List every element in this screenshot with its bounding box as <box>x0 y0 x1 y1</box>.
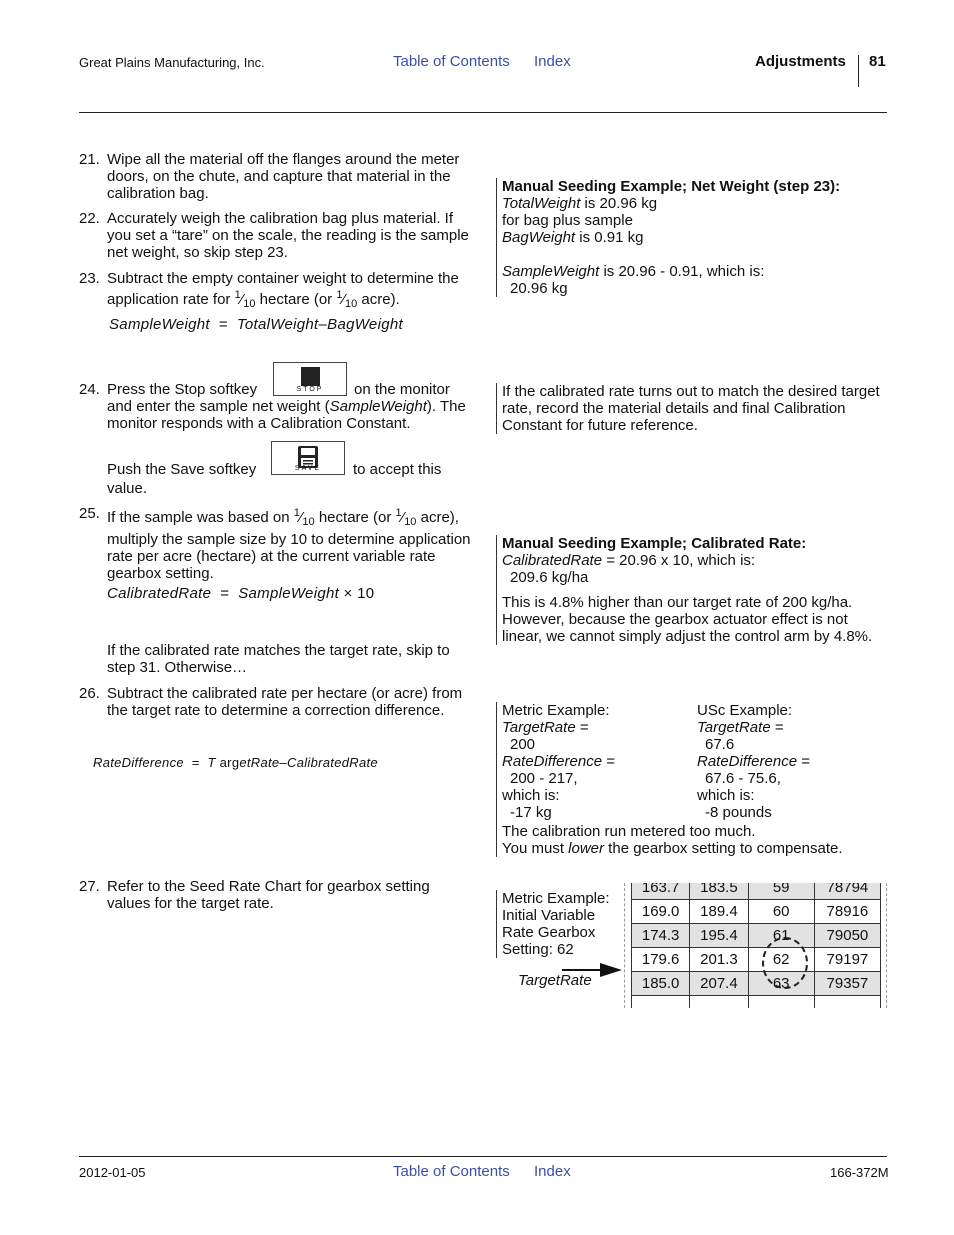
calibrated-rate-example <box>496 535 887 645</box>
example-line: TotalWeight is 20.96 kg <box>502 195 658 212</box>
metric-example: Metric Example: TargetRate = 200 RateDifference = 200 - 217, which is: -17 kg <box>502 702 615 821</box>
page-number: 81 <box>869 53 886 70</box>
skip-instruction: If the calibrated rate matches the target rate, skip to step 31. Otherwise… <box>107 642 450 676</box>
example-line: 209.6 kg/ha <box>510 569 589 586</box>
calibrated-rate-formula: CalibratedRate = SampleWeight × 10 <box>107 585 375 602</box>
header-rule <box>79 112 887 113</box>
step-text: on the monitor <box>354 381 450 398</box>
sample-weight-formula: SampleWeight = TotalWeight–BagWeight <box>109 316 403 333</box>
header-divider <box>858 55 859 87</box>
header-index-link[interactable]: Index <box>534 53 571 70</box>
save-instruction-cont: to accept this <box>353 461 442 478</box>
rate-difference-formula: RateDifference = T argetRate–CalibratedRate <box>93 755 378 770</box>
footer-doc-number: 166-372M <box>830 1165 889 1180</box>
save-softkey-label: SAVE <box>294 465 322 472</box>
step-number: 21. <box>79 151 100 168</box>
step-number: 27. <box>79 878 100 895</box>
gearbox-example: Metric Example: Initial Variable Rate Gearbox Setting: 62 <box>496 890 618 958</box>
step-text: Wipe all the material off the flanges around the meter doors, on the chute, and capture that material in the calibration bag. <box>107 151 460 202</box>
save-instruction-end: value. <box>107 480 148 497</box>
step-number: 25. <box>79 505 100 522</box>
table-row: 163.7 183.5 59 78794 <box>632 883 881 900</box>
seed-rate-table <box>631 883 881 1008</box>
rate-difference-example <box>496 702 882 857</box>
footer-toc-link[interactable]: Table of Contents <box>393 1163 510 1180</box>
step-text: Refer to the Seed Rate Chart for gearbox setting values for the target rate. <box>107 878 430 912</box>
save-instruction: Push the Save softkey <box>107 461 257 478</box>
step-number: 24. <box>79 381 100 398</box>
step-number: 26. <box>79 685 100 702</box>
step-text: Press the Stop softkey <box>107 381 258 398</box>
calibrated-note: If the calibrated rate turns out to match the desired target rate, record the material details and final Calibration Constant for future reference. <box>496 383 882 434</box>
table-row-cutoff <box>632 996 881 1009</box>
target-rate-arrow <box>562 960 624 980</box>
stop-softkey[interactable] <box>273 362 347 396</box>
example-title: Manual Seeding Example; Calibrated Rate: <box>502 535 807 552</box>
example-title: Manual Seeding Example; Net Weight (step 23): <box>502 178 841 195</box>
net-weight-example <box>496 178 882 297</box>
example-line: for bag plus sample <box>502 212 633 229</box>
header-toc-link[interactable]: Table of Contents <box>393 53 510 70</box>
gearbox-setting-highlight <box>762 937 808 989</box>
table-row: 179.6 201.3 62 79197 <box>632 948 881 972</box>
footer-rule <box>79 1156 887 1157</box>
step-text: Accurately weigh the calibration bag plus material. If you set a “tare” on the scale, the reading is the sample net weight, so skip step 23. <box>107 210 469 261</box>
step-number: 22. <box>79 210 100 227</box>
footer-date: 2012-01-05 <box>79 1165 146 1180</box>
step-text: and enter the sample net weight (SampleWeight). The monitor responds with a Calibration Constant. <box>107 398 466 432</box>
calibration-conclusion: The calibration run metered too much. You must lower the gearbox setting to compensate. <box>502 823 843 857</box>
stop-icon <box>301 367 320 386</box>
table-row: 169.0 189.4 60 78916 <box>632 900 881 924</box>
header-section-title: Adjustments <box>755 53 846 70</box>
target-rate-label: TargetRate <box>518 972 592 989</box>
table-row: 185.0 207.4 63 79357 <box>632 972 881 996</box>
step-text: Subtract the calibrated rate per hectare (or acre) from the target rate to determine a correction difference. <box>107 685 463 719</box>
step-text: Subtract the empty container weight to determine the application rate for $^1⁄_{10}$ hectare (or $^1⁄_{10}$ acre). <box>107 270 459 310</box>
stop-softkey-label: STOP <box>296 386 324 393</box>
example-line: 20.96 kg <box>510 280 568 297</box>
seed-rate-table-excerpt <box>624 883 887 1008</box>
example-paragraph: This is 4.8% higher than our target rate of 200 kg/ha. However, because the gearbox actuator effect is not linear, we cannot simply adjust the control arm by 4.8%. <box>502 594 873 645</box>
usc-example: USc Example: TargetRate = 67.6 RateDifference = 67.6 - 75.6, which is: -8 pounds <box>697 702 810 821</box>
example-line: CalibratedRate = 20.96 x 10, which is: <box>502 552 756 569</box>
step-text: If the sample was based on $^1⁄_{10}$ hectare (or $^1⁄_{10}$ acre), multiply the sample size by 10 to determine application rate per acre (hectare) at the current variable rate gearbox setting. <box>107 507 471 582</box>
step-number: 23. <box>79 270 100 287</box>
example-line: BagWeight is 0.91 kg <box>502 229 644 246</box>
example-line: SampleWeight is 20.96 - 0.91, which is: <box>502 263 765 280</box>
save-softkey[interactable] <box>271 441 345 475</box>
footer-index-link[interactable]: Index <box>534 1163 571 1180</box>
header-company: Great Plains Manufacturing, Inc. <box>79 55 265 70</box>
table-row: 174.3 195.4 61 79050 <box>632 924 881 948</box>
